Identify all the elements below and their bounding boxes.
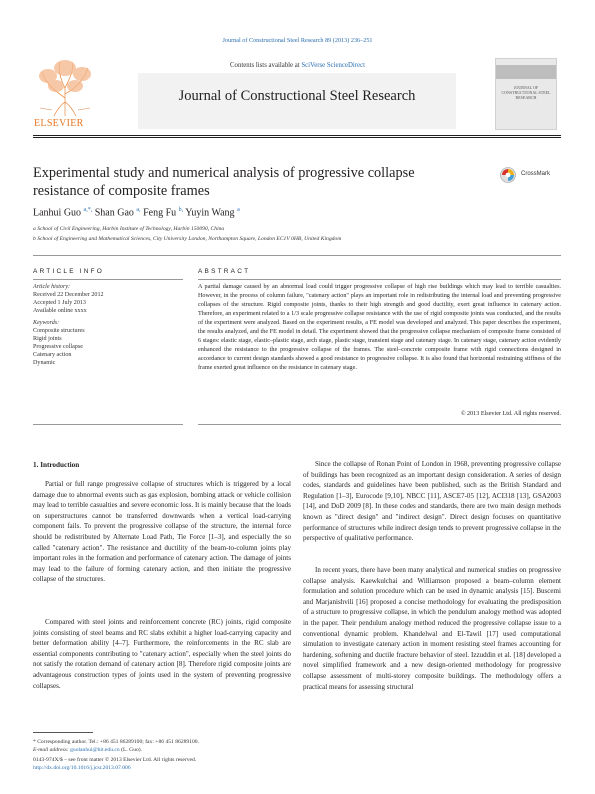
cover-band (496, 65, 556, 79)
article-title (33, 164, 473, 200)
affiliation-b: b School of Engineering and Mathematical Sciences, City University London, Northampton Square, London EC1V 0HB, United Kingdom (33, 236, 342, 242)
keyword: Progressive collapse (33, 344, 83, 350)
author-name[interactable]: Feng Fu (143, 207, 177, 219)
cover-title: JOURNAL OF CONSTRUCTIONAL STEEL RESEARCH (501, 85, 551, 100)
keyword: Dynamic (33, 360, 56, 366)
crossmark-button[interactable] (499, 167, 559, 183)
sciencedirect-link[interactable]: SciVerse ScienceDirect (301, 62, 365, 69)
author-name[interactable]: Yuyin Wang (185, 207, 235, 219)
abstract-heading: ABSTRACT (198, 268, 251, 275)
article-info-block (33, 283, 183, 367)
article-title-line-2: resistance of composite frames (33, 183, 210, 199)
author-name[interactable]: Lanhui Guo (33, 207, 82, 219)
author-affiliation-mark[interactable]: b, (178, 207, 184, 213)
history-label: Article history: (33, 284, 71, 290)
keywords-label: Keywords: (33, 320, 60, 326)
footnote-email-line (33, 746, 291, 754)
author-affiliation-mark[interactable]: a, (136, 207, 141, 213)
abstract-text: A partial damage caused by an abnormal load could trigger progressive collapse of high rise buildings which may lead to terrible casualties. However, in the process of column failure, "catenary action" plays an important role in redistributing the internal load and preventing progressive collapses of the structure. Rigid composite joints, thanks to their high strength and good ductility, exert great influence in catenary action. Therefore, an experiment related to a 1/3 scale progressive collapse resistance with the use of rigid composite joints was conducted, and the results of the experiment were analyzed. Based on the experiment results, a FE model was developed and analyzed. This paper describes the experiment, the results analyzed, and the FE model in detail. The experiment showed that the progressive collapse mechanism of composite frame consisted of 6 stages: elastic stage, elastic–plastic stage, arch stage, plastic stage, transient stage and catenary stage. In catenary stage, catenary action evidently enhanced the resistance to the progressive collapse of the frames. The steel–concrete composite frame with rigid connections designed in accordance to current design standards showed a good resistance to progressive collapse. It is also found that horizontal restraining stiffness of the frame exerted great influence on the resistance in catenary stage. (198, 284, 561, 372)
page-footer (33, 756, 291, 772)
author-list (33, 207, 240, 218)
elsevier-wordmark[interactable]: ELSEVIER (34, 118, 84, 129)
abstract-copyright: © 2013 Elsevier Ltd. All rights reserved. (460, 411, 561, 417)
body-paragraph: Since the collapse of Ronan Point of London in 1968, preventing progressive collapse of buildings has been recognized as an important design consideration. A series of design codes, standards and guidelines have been published, such as the British Standard and Regulation [1–3], Eurocode [9,10], NBCC [11], ASCE7-05 [12], ACI318 [13], GSA2003 [14], and DoD 2009 [8]. In these codes and standards, there are two main design methods known as "direct design" and "indirect design". Direct design focuses on quantitative performance of structures while indirect design tends to prevent progressive collapse in the perspective of qualitative performance. (303, 460, 561, 543)
article-info-heading: ARTICLE INFO (33, 268, 105, 275)
section-rule (33, 255, 561, 256)
body-paragraph: Partial or full range progressive collapse of structures which is triggered by a local damage due to abnormal events such as gas explosion, bombing attack or vehicle collision may lead to terrible casualties and severe economic loss. It is mainly because that the loads on superstructures cannot be transferred downwards when a vertical load-carrying component fails. To prevent the progressive collapse of the structure, the internal force should be redistributed by Alternate Load Path, Tie Force [1–3], and especially the so called "catenary action". The resistance and ductility of the beam-to-column joints play important roles in the formation and performance of catenary action. The damage of joints may lead to the failure of forming catenary action, and then initiate the progressive collapse of the structures. (33, 480, 291, 584)
affiliation-a: a School of Civil Engineering, Harbin Institute of Technology, Harbin 150090, China (33, 226, 225, 232)
corresponding-author-footnote (33, 738, 291, 754)
header-rule-double (33, 137, 561, 138)
section-heading-introduction: 1. Introduction (33, 461, 80, 469)
contents-available-line (150, 62, 445, 69)
footnote-rule (33, 732, 93, 733)
author-name[interactable]: Shan Gao (94, 207, 134, 219)
header-rule (33, 135, 561, 136)
footnote-contact: * Corresponding author. Tel.: +86 451 86289100; fax: +86 451 86289100. (33, 739, 200, 745)
article-info-rule (33, 279, 183, 280)
elsevier-tree-logo[interactable] (34, 58, 96, 124)
keyword: Catenary action (33, 352, 72, 358)
journal-reference[interactable]: Journal of Constructional Steel Research 89 (2013) 236–251 (222, 37, 373, 44)
crossmark-label: CrossMark (521, 171, 551, 177)
author-affiliation-mark[interactable]: a,*, (83, 207, 93, 213)
abstract-bottom-rule (198, 424, 561, 425)
keyword: Rigid joints (33, 336, 62, 342)
accepted-date: Accepted 1 July 2013 (33, 300, 86, 306)
abstract-rule (198, 279, 561, 280)
email-suffix: (L. Guo). (119, 747, 143, 753)
body-paragraph: Compared with steel joints and reinforcement concrete (RC) joints, rigid composite joints consisting of steel beams and RC slabs exhibit a higher load-carrying capacity and better deformation ability [4–7]. Furthermore, the reinforcements in the RC slab are essential components contributing to "catenary action", especially when the steel joints do not satisfy the rotation demand of catenary action [8]. Therefore rigid composite joints are advantageous construction types of joints used in the system of preventing progressive collapses. (33, 618, 291, 690)
article-title-line-1: Experimental study and numerical analysis of progressive collapse (33, 165, 415, 181)
journal-title[interactable]: Journal of Constructional Steel Research (178, 88, 416, 104)
available-date: Available online xxxx (33, 308, 87, 314)
body-paragraph: In recent years, there have been many analytical and numerical studies on progressive collapse analysis. Kaewkulchai and Williamson proposed a beam–column element formulation and solution procedure which can be used in dynamic analysis [15]. Buscemi and Marjanishvili [16] proposed a concise methodology for evaluating the predisposition of a structure to progressive collapse, in which the pendulum analogy method was adopted in the paper. Their pendulum analogy method reduced the progressive collapse issue to a conventional dynamic problem. Khandelwal and El-Tawil [17] used computational simulation to investigate catenary action in moment resisting steel frames accounting for hardening, softening and ductile fracture behavior of steel. Izzuddin et al. [18] developed a novel simplified framework and a new design-oriented methodology for progressive collapse assessment of multi-storey composite buildings. The methodology offers a practical means for assessing structural (303, 566, 561, 691)
front-matter-line: 0143-974X/$ – see front matter © 2013 Elsevier Ltd. All rights reserved. (33, 757, 197, 763)
contents-prefix: Contents lists available at (230, 62, 302, 69)
author-affiliation-mark[interactable]: a (237, 207, 240, 213)
email-label: E-mail address: (33, 747, 69, 753)
crossmark-icon (499, 167, 517, 183)
doi-link[interactable]: http://dx.doi.org/10.1016/j.jcsr.2013.07.006 (33, 765, 131, 771)
keyword: Composite structures (33, 328, 85, 334)
email-link[interactable]: guolanhui@hit.edu.cn (70, 747, 120, 753)
journal-cover-thumbnail[interactable] (495, 58, 557, 130)
received-date: Received 22 December 2012 (33, 292, 104, 298)
article-info-bottom-rule (33, 424, 183, 425)
